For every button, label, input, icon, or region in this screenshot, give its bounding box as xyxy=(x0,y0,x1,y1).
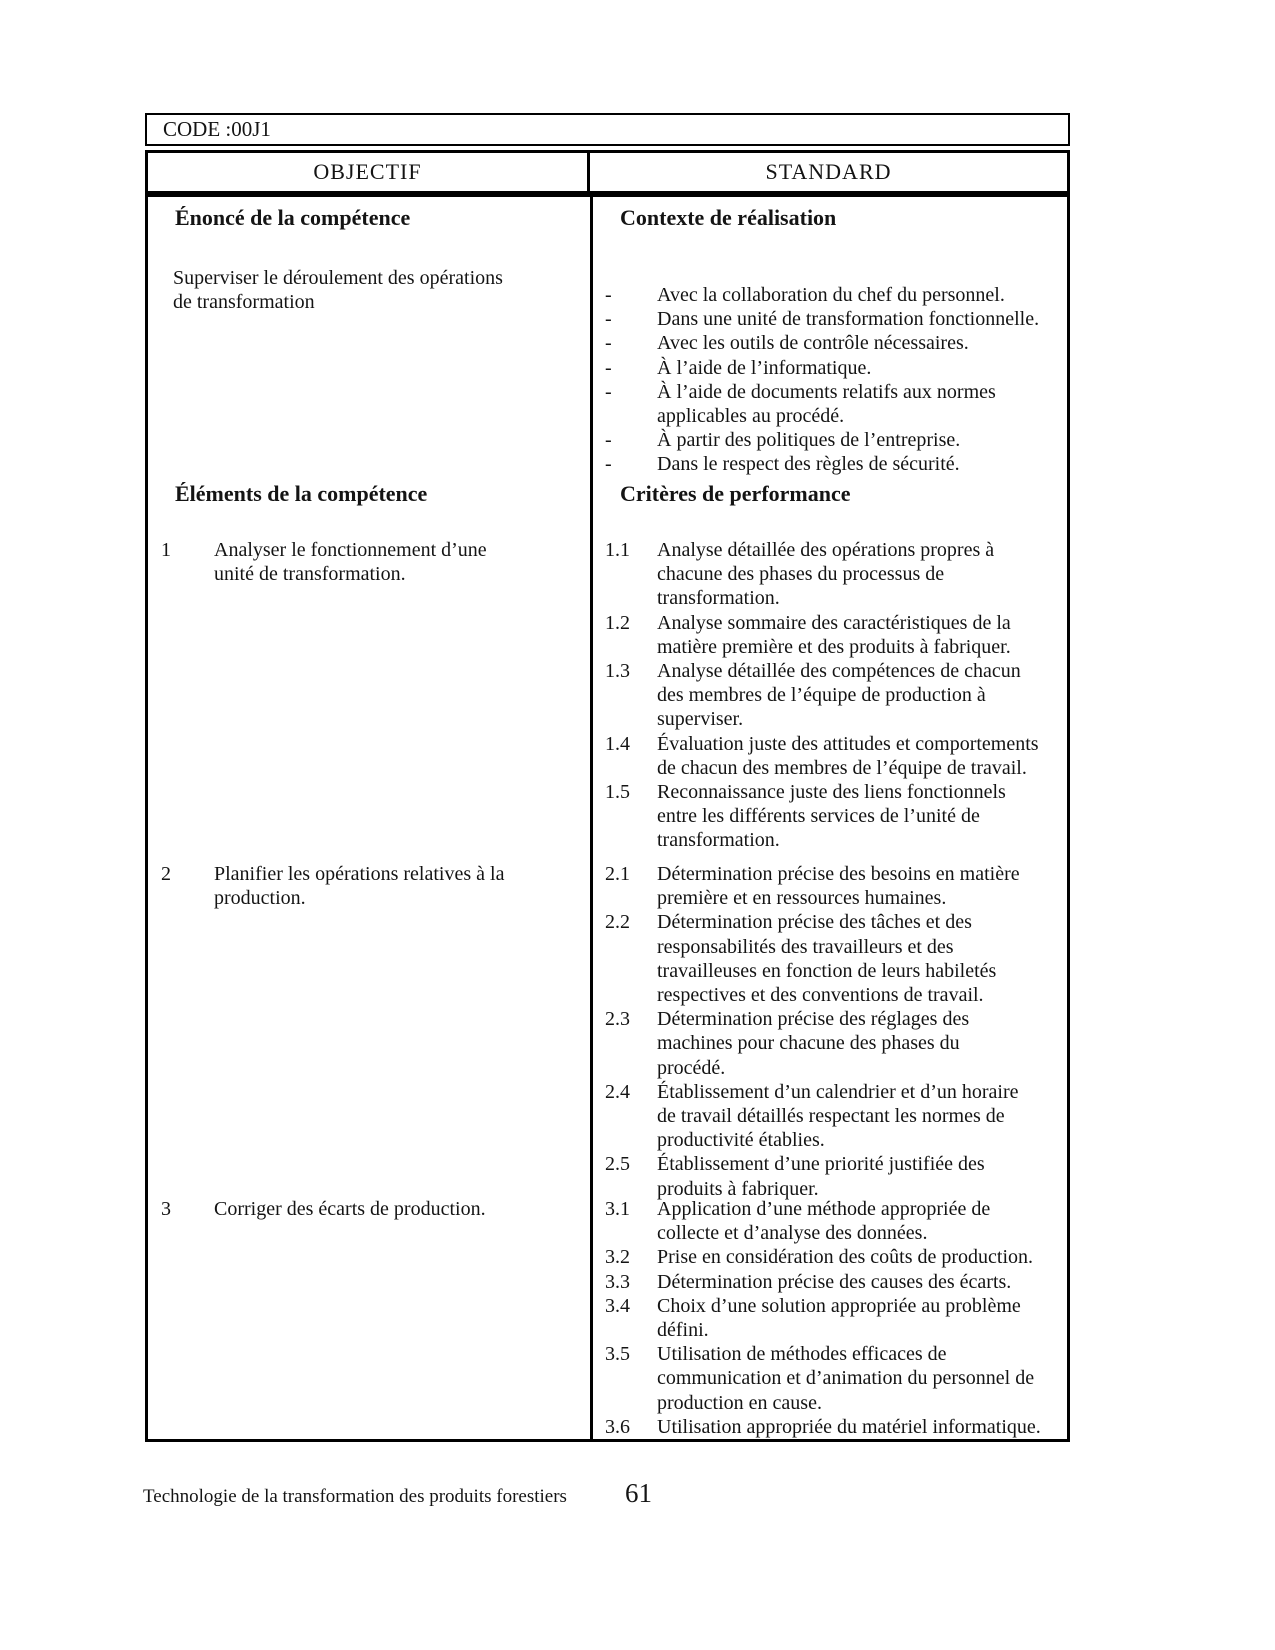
element-number: 1 xyxy=(161,539,171,561)
criterion-number: 2.3 xyxy=(605,1008,630,1031)
criterion-row xyxy=(605,1080,1020,1153)
context-text: Dans une unité de transformation fonctionnelle. xyxy=(657,308,1040,331)
criterion-row xyxy=(605,1007,1020,1080)
code-box xyxy=(145,113,1070,146)
criterion-row xyxy=(605,862,1020,910)
criterion-row xyxy=(605,659,1039,732)
criterion-text: Détermination précise des tâches et des responsabilités des travailleurs et des travailleuses en fonction de leurs habiletés respectives et des conventions de travail. xyxy=(657,911,997,1007)
criterion-number: 3.6 xyxy=(605,1415,630,1438)
criterion-row xyxy=(605,611,1039,659)
criterion-text: Choix d’une solution appropriée au problème défini. xyxy=(657,1294,1021,1342)
criteria-group-1 xyxy=(605,538,1039,853)
criterion-row xyxy=(605,1294,1041,1342)
element-number: 2 xyxy=(161,863,171,885)
criterion-row xyxy=(605,1270,1041,1294)
element-row xyxy=(161,1197,486,1221)
dash-marker: - xyxy=(605,332,612,355)
enonce-heading: Énoncé de la compétence xyxy=(175,205,411,230)
context-text: Avec la collaboration du chef du personnel. xyxy=(657,284,1005,306)
element-number: 3 xyxy=(161,1198,171,1220)
context-text: À l’aide de l’informatique. xyxy=(657,356,872,379)
criterion-number: 3.2 xyxy=(605,1246,630,1269)
criterion-text: Détermination précise des causes des écarts. xyxy=(657,1270,1012,1293)
criterion-text: Détermination précise des réglages des machines pour chacune des phases du procédé. xyxy=(657,1008,970,1079)
criterion-row xyxy=(605,780,1039,853)
criteria-group-3 xyxy=(605,1197,1041,1439)
criterion-row xyxy=(605,910,1020,1007)
dash-marker: - xyxy=(605,356,612,379)
criterion-number: 3.1 xyxy=(605,1198,630,1220)
criterion-number: 3.3 xyxy=(605,1270,630,1293)
criterion-number: 1.4 xyxy=(605,732,630,755)
dash-marker: - xyxy=(605,380,612,403)
criterion-row xyxy=(605,1415,1041,1439)
criterion-text: Établissement d’un calendrier et d’un horaire de travail détaillés respectant les normes de productivité établies. xyxy=(657,1080,1019,1152)
context-item xyxy=(605,283,1039,307)
contexte-list xyxy=(605,283,1039,477)
criterion-number: 1.3 xyxy=(605,660,630,683)
table-body xyxy=(145,194,1070,1442)
criterion-number: 2.2 xyxy=(605,911,630,934)
context-item xyxy=(605,331,1039,355)
criterion-text: Reconnaissance juste des liens fonctionnels entre les différents services de l’unité de transformation. xyxy=(657,781,1006,852)
criteria-group-2 xyxy=(605,862,1020,1201)
criterion-number: 1.5 xyxy=(605,781,630,804)
dash-marker: - xyxy=(605,284,612,306)
column-header-row xyxy=(145,150,1070,194)
criterion-number: 2.1 xyxy=(605,863,630,885)
criterion-row xyxy=(605,1245,1041,1269)
criterion-row xyxy=(605,732,1039,780)
contexte-heading: Contexte de réalisation xyxy=(620,205,837,230)
dash-marker: - xyxy=(605,429,612,452)
criterion-row xyxy=(605,538,1039,611)
element-text: Corriger des écarts de production. xyxy=(214,1198,486,1220)
criterion-row xyxy=(605,1197,1041,1245)
criterion-text: Analyse détaillée des opérations propres à chacune des phases du processus de transformation. xyxy=(657,539,995,610)
column-header-objectif: OBJECTIF xyxy=(148,153,590,191)
criterion-number: 2.5 xyxy=(605,1153,630,1176)
context-text: À partir des politiques de l’entreprise. xyxy=(657,429,961,452)
element-text: Analyser le fonctionnement d’une unité de transformation. xyxy=(214,539,487,586)
criterion-text: Évaluation juste des attitudes et comportements de chacun des membres de l’équipe de travail. xyxy=(657,732,1039,779)
criterion-text: Établissement d’une priorité justifiée des produits à fabriquer. xyxy=(657,1153,985,1200)
criterion-text: Détermination précise des besoins en matière première et en ressources humaines. xyxy=(657,863,1020,910)
criteres-heading: Critères de performance xyxy=(620,481,851,506)
footer-document-title: Technologie de la transformation des produits forestiers xyxy=(143,1486,567,1507)
criterion-number: 1.2 xyxy=(605,611,630,634)
footer-page-number: 61 xyxy=(625,1478,652,1508)
criterion-number: 3.4 xyxy=(605,1294,630,1317)
elements-heading: Éléments de la compétence xyxy=(175,481,428,506)
column-header-standard: STANDARD xyxy=(765,159,892,184)
dash-marker: - xyxy=(605,453,612,476)
context-item xyxy=(605,428,1039,452)
column-divider xyxy=(590,197,593,1439)
element-text: Planifier les opérations relatives à la production. xyxy=(214,863,505,910)
code-label: CODE :00J1 xyxy=(163,117,271,141)
element-row xyxy=(161,862,504,910)
element-row xyxy=(161,538,487,586)
criterion-text: Analyse sommaire des caractéristiques de la matière première et des produits à fabriquer. xyxy=(657,611,1011,658)
criterion-number: 1.1 xyxy=(605,539,630,561)
criterion-text: Prise en considération des coûts de production. xyxy=(657,1246,1034,1269)
criterion-number: 3.5 xyxy=(605,1343,630,1366)
context-item xyxy=(605,356,1039,380)
criterion-text: Utilisation de méthodes efficaces de communication et d’animation du personnel de production en cause. xyxy=(657,1343,1035,1414)
criterion-text: Application d’une méthode appropriée de collecte et d’analyse des données. xyxy=(657,1198,991,1245)
context-item xyxy=(605,307,1039,331)
dash-marker: - xyxy=(605,308,612,331)
context-item xyxy=(605,380,1039,428)
context-text: Dans le respect des règles de sécurité. xyxy=(657,453,960,476)
criterion-number: 2.4 xyxy=(605,1080,630,1103)
criterion-text: Utilisation appropriée du matériel informatique. xyxy=(657,1415,1041,1438)
context-text: À l’aide de documents relatifs aux normes applicables au procédé. xyxy=(657,380,996,428)
context-text: Avec les outils de contrôle nécessaires. xyxy=(657,332,969,355)
enonce-text: Superviser le déroulement des opérations de transformation xyxy=(173,267,503,314)
criterion-text: Analyse détaillée des compétences de chacun des membres de l’équipe de production à superviser. xyxy=(657,660,1021,731)
criterion-row xyxy=(605,1152,1020,1200)
context-item xyxy=(605,452,1039,476)
criterion-row xyxy=(605,1342,1041,1415)
